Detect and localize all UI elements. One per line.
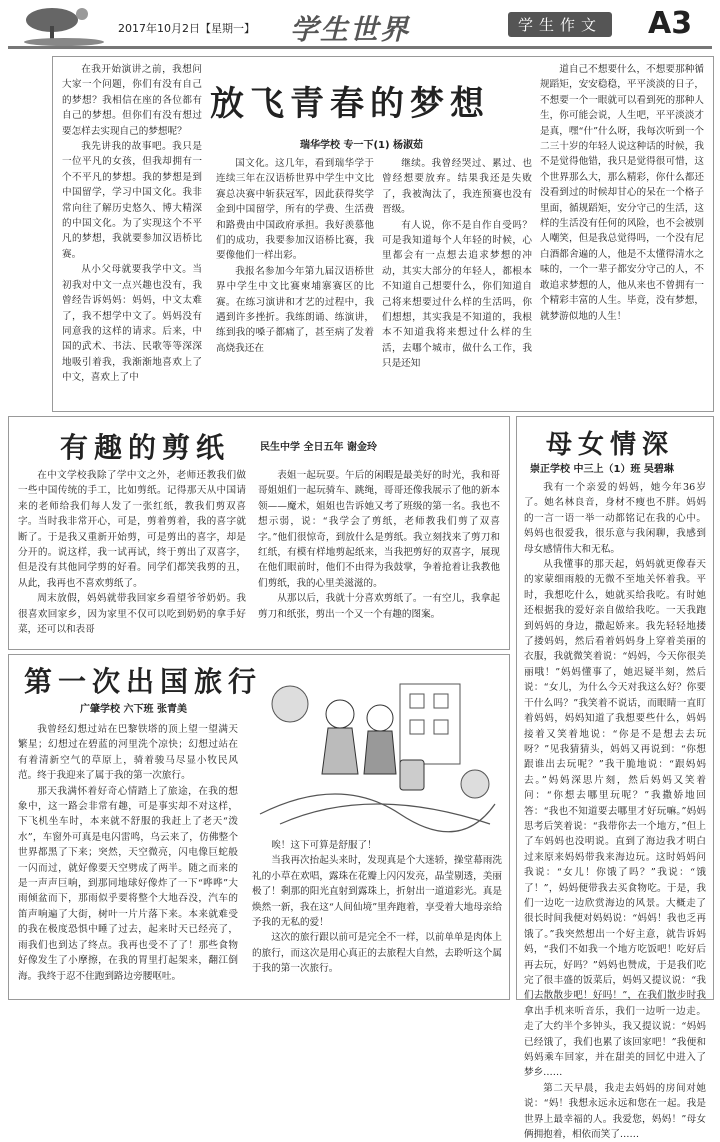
issue-date: 2017年10月2日【星期一】 [118, 22, 255, 35]
article-travel-col-2 [252, 838, 502, 994]
article-travel-col-1 [18, 722, 238, 994]
paragraph: 那天我满怀着好奇心情踏上了旅途，在我的想象中，这一路会非常有趣，可是事实却不对这样，下飞机坐车时，本来就不舒服的我赶上了老天“泼水”，车窗外可真是电闪雷鸣，乌云来了，仿佛整个世界都黑了下来；突然，天空微亮，闪电像巨蛇般一闪而过，就好像要天空劈成了两半。随之而来的是一声声巨响，到那同地球好像炸了一下“哗哗”大雨倾盆而下，那雨似乎要将整个大地吞没，汽车的笛声响遍了大街，树叶一片片落下来。本来就难受的我在极度恐惧中睡了过去，起来时天已经亮了，雨我们也到达了终点。我再也受不了了！那些食物好像发生了小摩擦，在我的胃里打起架来，翻江倒海。我终于忍不住跑到路边旁腰呕吐。 [18, 785, 238, 982]
article-dream-title: 放飞青春的梦想 [210, 84, 490, 124]
article-travel-byline: 广肇学校 六下班 张青美 [80, 704, 187, 715]
paragraph: 表姐一起玩耍。午后的闲暇是最美好的时光，我和哥哥姐姐们一起玩骑车、跳绳，哥哥还像我展示了他的新本领——魔术，姐姐也告诉她又考了班级的第一名。我也不想示弱，说：“我学会了剪纸，老师教我们剪了双喜字。”他们很惊奇，到放什么是剪纸。我立刻找来了剪刀和红纸，有模有样地剪起纸来，当我把剪好的双喜字，展现在他们眼前时，他们不由得为我鼓掌，争着抢着让我教他们剪纸，我的心里美滋滋的。 [258, 470, 500, 589]
paragraph: 从小父母就要我学中文。当初我对中文一点兴趣也没有，我曾经告诉妈妈：妈妈，中文太难了，我不想学中文了。妈妈没有同意我的这样的请求。后来，中国的武术、书法、民歌等等深深地吸引着我，我渐渐地喜欢上了中文，喜欢上了中 [62, 264, 202, 384]
paragraph: 当我再次抬起头来时，发现真是个大迷轿，操堂幕雨洗礼的小草在欢唱，露珠在花瓣上闪闪发亮，晶莹剔透，美丽极了！剩那的阳光直射到露珠上，折射出一道道彩光。真是焕然一新，我在这“人间仙境”里奔跑着，享受着大地母亲给予我的无私的爱！ [252, 855, 502, 929]
header-rule [8, 46, 712, 49]
paragraph: 唉！这下可算是舒服了！ [271, 840, 377, 851]
paragraph: 在我开始演讲之前，我想问大家一个问题，你们有没有自己的梦想？我相信在座的各位都有自己的梦想。但你们有没有想过要怎样去实现自己的梦想呢？ [62, 64, 202, 137]
paragraph: 我曾经幻想过站在巴黎铁塔的顶上望一望满天繁星；幻想过在碧蓝的河里洗个凉快；幻想过站在有着清新空气的草原上，骑着骏马尽显小牧民风范。终于我迎来了属于我的第一次旅行。 [18, 724, 238, 782]
paragraph: 从那以后，我就十分喜欢剪纸了。一有空儿，我拿起剪刀和纸张，剪出一个又一个有趣的图案。 [258, 593, 500, 620]
article-dream-byline: 瑞华学校 专一下(1) 杨淑茹 [300, 140, 424, 151]
article-papercut-col-2 [258, 468, 500, 644]
article-travel-title: 第一次出国旅行 [24, 665, 263, 698]
article-papercut-title: 有趣的剪纸 [60, 431, 231, 464]
article-papercut-byline: 民生中学 全日五年 谢金玲 [260, 442, 377, 453]
paragraph: 从我懂事的那天起，妈妈就更像春天的家蒙细雨般的无微不至地关怀着我。平时，我想吃什么，她就买给我吃。有时她还根据我的爱好亲自做给我吃。一天我跑到妈妈的身边，撒起娇来。我先轻轻地搂了搂妈妈，然后看着妈妈身上穿着美丽的衣服，我就微笑着说：“妈妈，今天你很美丽哦！”妈妈懂事了，她迟疑半刻，然后说：“女儿，为什么今天对我这么好？你要干什么吗？”我笑着不说话，而眼睛一直盯着妈妈，妈妈知道了我想要些什么，妈妈接着又笑着地说：“你是不是想去去玩呀？”见我猜猜头，妈妈又再说到：“你想跟谁出去玩呢？”我干脆地说：“跟妈妈去。”妈妈深思片刻，然后妈妈又笑着问：“你想去哪里玩呢？”我撒娇地回答：“我也不知道要去哪里才好玩嘛。”妈妈思考后笑着说：“我带你去一个地方，”但上了车妈妈也没明说。直到了海边我才明白过来原来妈妈带我来海边玩。这时妈妈问我说：“女儿！你饿了吗？”我说：“饿了！”，妈妈便带我去买食物吃。于是，我们一边吃一边欣赏海边的风景。大概走了很长时间我便对妈妈说：“妈妈！我也乏再饿了。”我突然想出一个好主意，就告诉妈妈，“我们不如我一个地方吃饭吧！吃好后再去玩，好吗？”妈妈也赞成，于是我们吃完了很丰盛的饭菜后，妈妈又提议说：“我们去散散步吧！好吗！”，在我们散步时我拿出手机来听音乐，我们一边听一边走。走了大约半个多钟头，我又提议说：“妈妈已经饿了，我们也累了该回家吧！”我便和妈妈乘车回家，并在甜美的回忆中进入了梦乡…… [524, 559, 706, 1079]
article-mother-title: 母女情深 [546, 430, 675, 460]
paragraph: 国文化。这几年，看到瑞华学于连续三年在汉语桥世界中学生中文比赛总决赛中斩获冠军，因此获得奖学金到中国留学，所有的学费、生活费和路费由中国政府承担。我好羡慕他们的成功，我要参加汉语桥比赛，我要像他们一样出彩。 [216, 158, 374, 262]
paper-title: 学生世界 [290, 13, 411, 46]
paragraph: 我报名参加今年第九届汉语桥世界中学生中文比赛柬埔寨赛区的比赛。在练习演讲和才艺的过程中，我遇到许多挫折。我练朗诵、练演讲，练到我的嗓子都痛了，甚至病了发着高烧我还在 [216, 265, 374, 354]
article-papercut-col-1 [18, 468, 246, 644]
tree-logo-icon [22, 6, 108, 46]
article-mother-byline: 崇正学校 中三上（1）班 吴碧琳 [530, 464, 674, 475]
paragraph: 周末放假，妈妈就带我回家乡看望爷爷奶奶。我很喜欢回家乡，因为家里不仅可以吃到奶奶的拿手好菜，还可以和表哥 [18, 593, 246, 636]
page-number: A3 [648, 6, 693, 41]
paragraph: 这次的旅行跟以前可是完全不一样，以前单单是肉体上的旅行，而这次是用心真正的去旅程大自然，去聆听这个属于我的第一次旅行。 [252, 932, 502, 975]
paragraph: 在中文学校我除了学中文之外，老师还教我们做一些中国传统的手工，比如剪纸。记得那天从中国请来的老师给我们每人发了一张红纸，教我们剪双喜字。当时我非常开心，可是，剪着剪着，我的喜字就断了。于是我又重新开始剪，可是剪出的喜字，却是分开的。说这样，我一试再试，终于剪出了双喜字，但是没有其他同学剪的好看。同学们都笑我剪的丑，从此，我再也不喜欢剪纸了。 [18, 470, 246, 589]
paragraph: 第二天早晨，我走去妈妈的房间对她说：“妈！我想永远永远和您在一起。我是世界上最幸福的人。我爱您，妈妈！”母女俩拥抱着，相依而笑了…… [524, 1082, 706, 1141]
article-dream-col-2 [216, 156, 374, 404]
article-dream-col-1 [62, 62, 202, 402]
paragraph: 我有一个亲爱的妈妈，她今年36岁了。她名林良音，身材不瘦也不胖。妈妈的一言一语一举一动都铭记在我的心中。妈妈也很爱我，很乐意与我闲聊，我感到母女感情伟大和无私。 [524, 482, 706, 555]
article-dream-col-3 [382, 156, 532, 404]
paragraph: 道自己不想要什么，不想要那种循规蹈矩，安安稳稳，平平淡淡的日子，不想要一个一眼就可以看到死的那种人生，你可能会说，人生吧，平平淡淡才是真，嘿“什”什么呀，我每次听到一个二三十岁的年轻人说这种话的时候，我不是觉得他错，我只是觉得很可惜，这个世界那么大，那么精彩，你什么都还没看到过的时候却甘心的呆在一个格子里面，循规蹈矩，安分守己的生活，这样的生活没有任何的风险，也不会被别人嘲笑，但是我总觉得吗，一个没有尼白酒都舍遍的人，他是不太懂得清水之味的，一个一辈子都安分守己的人，不敢追求梦想的人，他从来也不曾拥有一个精彩丰富的人生。毕竟，没有梦想，就梦游似地的人生！ [540, 64, 704, 322]
paragraph: 有人说，你不是自作自受吗？可是我知道每个人年轻的时候，心里都会有一点想去追求梦想的冲动，其实大部分的年轻人，都根本不知道自己想要什么，你们知道自己将来想要过什么样的生活吗，你们想想，其实我是不知道的，我根本不知道我将来想过什么样的生活，去哪个城市，做什么工作，我只是还知 [382, 219, 532, 370]
article-dream-col-4 [540, 62, 704, 402]
paragraph: 我先讲我的故事吧。我只是一位平凡的女孩，但我却拥有一个不平凡的梦想。我的梦想是到中国留学，学习中国文化。我非常向往了解历史悠久、博大精深的中国文化。为了实现这个不平凡的梦想，我就要参加汉语桥比赛。 [62, 141, 202, 260]
article-mother-col-1 [524, 480, 706, 1141]
travel-children-illustration [250, 664, 500, 834]
paragraph: 继续。我曾经哭过、累过、也曾经想要放弃。结果我还是失败了，我被淘汰了，我连预赛也没有晋级。 [382, 158, 532, 216]
section-label: 学生作文 [508, 12, 612, 37]
